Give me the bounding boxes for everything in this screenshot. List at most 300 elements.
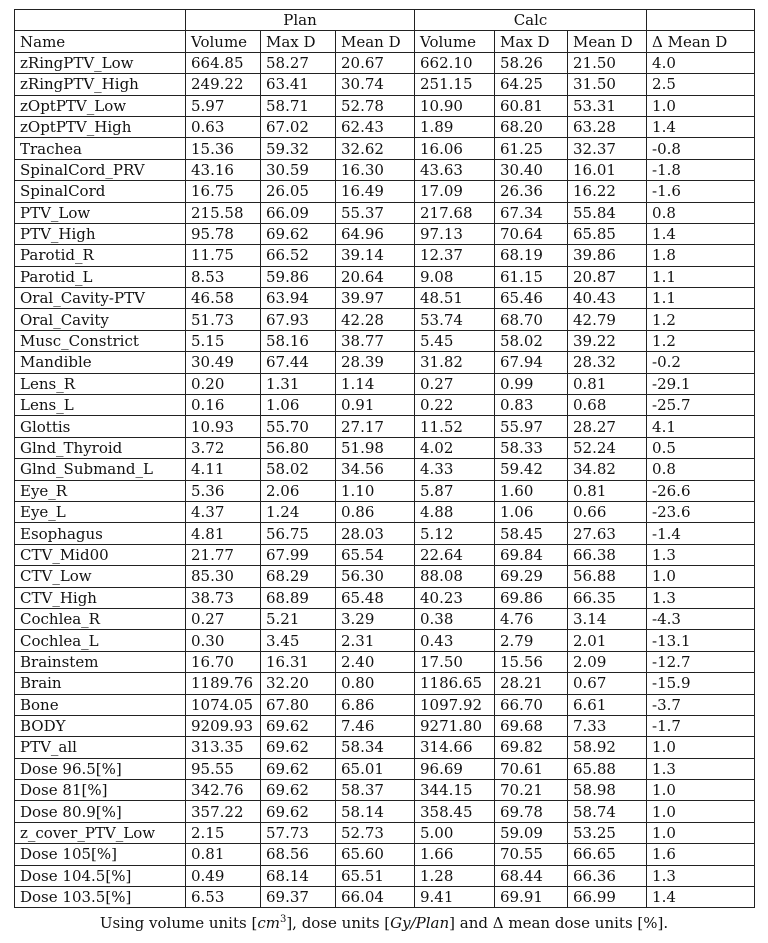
cell-plan-max-dose: 66.09 (261, 202, 336, 223)
cell-calc-mean-dose: 63.28 (568, 116, 647, 137)
cell-calc-mean-dose: 39.86 (568, 245, 647, 266)
cell-calc-max-dose: 59.09 (495, 822, 568, 843)
table-row (15, 352, 755, 373)
cell-calc-mean-dose: 0.81 (568, 373, 647, 394)
cell-delta-mean-dose: 0.8 (647, 202, 755, 223)
cell-delta-mean-dose: -29.1 (647, 373, 755, 394)
cell-calc-max-dose: 0.83 (495, 395, 568, 416)
cell-delta-mean-dose: -1.4 (647, 523, 755, 544)
cell-plan-max-dose: 58.27 (261, 52, 336, 73)
cell-plan-mean-dose: 65.01 (336, 758, 415, 779)
cell-plan-max-dose: 58.02 (261, 459, 336, 480)
table-row (15, 566, 755, 587)
cell-calc-max-dose: 69.84 (495, 544, 568, 565)
table-row (15, 95, 755, 116)
cell-plan-volume: 16.75 (186, 181, 261, 202)
cell-calc-volume: 22.64 (415, 544, 495, 565)
cell-calc-max-dose: 1.06 (495, 501, 568, 522)
cell-calc-max-dose: 66.70 (495, 694, 568, 715)
table-row (15, 694, 755, 715)
cell-calc-volume: 0.38 (415, 608, 495, 629)
cell-plan-mean-dose: 58.14 (336, 801, 415, 822)
cell-calc-mean-dose: 0.67 (568, 673, 647, 694)
cell-plan-mean-dose: 65.54 (336, 544, 415, 565)
cell-calc-max-dose: 2.79 (495, 630, 568, 651)
cell-calc-mean-dose: 3.14 (568, 608, 647, 629)
cell-plan-max-dose: 1.24 (261, 501, 336, 522)
table-row (15, 801, 755, 822)
cell-plan-volume: 6.53 (186, 887, 261, 908)
cell-plan-volume: 30.49 (186, 352, 261, 373)
cell-delta-mean-dose: 4.1 (647, 416, 755, 437)
cell-calc-max-dose: 4.76 (495, 608, 568, 629)
table-row (15, 715, 755, 736)
cell-plan-volume: 5.15 (186, 330, 261, 351)
cell-plan-mean-dose: 16.30 (336, 159, 415, 180)
cell-calc-mean-dose: 42.79 (568, 309, 647, 330)
cell-name: zOptPTV_High (15, 116, 186, 137)
cell-plan-max-dose: 5.21 (261, 608, 336, 629)
column-header-calc-mean-dose: Mean D (568, 31, 647, 52)
group-header-row (15, 10, 755, 31)
table-row (15, 288, 755, 309)
cell-calc-volume: 358.45 (415, 801, 495, 822)
cell-calc-max-dose: 65.46 (495, 288, 568, 309)
cell-plan-volume: 21.77 (186, 544, 261, 565)
document (14, 9, 754, 933)
table-caption (14, 910, 754, 933)
cell-delta-mean-dose: 1.3 (647, 865, 755, 886)
cell-calc-mean-dose: 32.37 (568, 138, 647, 159)
cell-plan-mean-dose: 16.49 (336, 181, 415, 202)
cell-delta-mean-dose: 1.3 (647, 758, 755, 779)
cell-delta-mean-dose: 0.8 (647, 459, 755, 480)
cell-calc-mean-dose: 34.82 (568, 459, 647, 480)
cell-name: Brain (15, 673, 186, 694)
cell-name: Parotid_L (15, 266, 186, 287)
cell-plan-mean-dose: 27.17 (336, 416, 415, 437)
cell-plan-max-dose: 69.37 (261, 887, 336, 908)
cell-plan-max-dose: 66.52 (261, 245, 336, 266)
cell-delta-mean-dose: 1.0 (647, 737, 755, 758)
table-row (15, 245, 755, 266)
cell-name: Eye_L (15, 501, 186, 522)
cell-delta-mean-dose: -12.7 (647, 651, 755, 672)
table-row (15, 416, 755, 437)
cell-plan-mean-dose: 0.86 (336, 501, 415, 522)
table-row (15, 608, 755, 629)
cell-calc-volume: 96.69 (415, 758, 495, 779)
cell-plan-volume: 43.16 (186, 159, 261, 180)
cell-name: Dose 104.5[%] (15, 865, 186, 886)
cell-plan-volume: 1189.76 (186, 673, 261, 694)
table-row (15, 780, 755, 801)
cell-calc-mean-dose: 2.09 (568, 651, 647, 672)
table-row (15, 630, 755, 651)
cell-calc-max-dose: 59.42 (495, 459, 568, 480)
cell-plan-volume: 95.55 (186, 758, 261, 779)
cell-plan-mean-dose: 32.62 (336, 138, 415, 159)
cell-name: SpinalCord (15, 181, 186, 202)
cell-name: Dose 81[%] (15, 780, 186, 801)
cell-plan-mean-dose: 65.51 (336, 865, 415, 886)
cell-calc-mean-dose: 66.38 (568, 544, 647, 565)
cell-calc-max-dose: 55.97 (495, 416, 568, 437)
cell-calc-mean-dose: 21.50 (568, 52, 647, 73)
cell-calc-volume: 251.15 (415, 74, 495, 95)
cell-plan-mean-dose: 1.10 (336, 480, 415, 501)
cell-calc-max-dose: 60.81 (495, 95, 568, 116)
cell-calc-mean-dose: 28.27 (568, 416, 647, 437)
cell-plan-volume: 10.93 (186, 416, 261, 437)
cell-delta-mean-dose: 1.0 (647, 780, 755, 801)
cell-name: Trachea (15, 138, 186, 159)
cell-name: Dose 96.5[%] (15, 758, 186, 779)
cell-plan-max-dose: 68.56 (261, 844, 336, 865)
cell-delta-mean-dose: 1.1 (647, 266, 755, 287)
cell-calc-max-dose: 58.33 (495, 437, 568, 458)
cell-plan-volume: 313.35 (186, 737, 261, 758)
cell-delta-mean-dose: -23.6 (647, 501, 755, 522)
cell-calc-volume: 4.02 (415, 437, 495, 458)
column-header-name: Name (15, 31, 186, 52)
cell-plan-max-dose: 67.44 (261, 352, 336, 373)
cell-calc-volume: 1.66 (415, 844, 495, 865)
cell-delta-mean-dose: -15.9 (647, 673, 755, 694)
cell-plan-max-dose: 1.06 (261, 395, 336, 416)
table-row (15, 138, 755, 159)
cell-plan-volume: 2.15 (186, 822, 261, 843)
cell-name: Cochlea_R (15, 608, 186, 629)
cell-plan-mean-dose: 2.31 (336, 630, 415, 651)
cell-delta-mean-dose: 1.0 (647, 801, 755, 822)
cell-calc-max-dose: 64.25 (495, 74, 568, 95)
cell-calc-mean-dose: 65.88 (568, 758, 647, 779)
cell-name: Eye_R (15, 480, 186, 501)
cell-calc-volume: 1097.92 (415, 694, 495, 715)
table-row (15, 737, 755, 758)
cell-calc-max-dose: 70.55 (495, 844, 568, 865)
cell-calc-max-dose: 69.68 (495, 715, 568, 736)
table-row (15, 437, 755, 458)
cell-plan-mean-dose: 28.03 (336, 523, 415, 544)
cell-calc-volume: 31.82 (415, 352, 495, 373)
cell-plan-max-dose: 59.32 (261, 138, 336, 159)
cell-calc-mean-dose: 31.50 (568, 74, 647, 95)
table-row (15, 202, 755, 223)
cell-calc-volume: 662.10 (415, 52, 495, 73)
cell-plan-volume: 5.36 (186, 480, 261, 501)
cell-calc-max-dose: 69.78 (495, 801, 568, 822)
table-row (15, 587, 755, 608)
cell-delta-mean-dose: -1.7 (647, 715, 755, 736)
cell-calc-volume: 88.08 (415, 566, 495, 587)
caption-mid-2: ] and Δ mean dose units [%]. (449, 914, 669, 933)
cell-plan-mean-dose: 28.39 (336, 352, 415, 373)
cell-calc-volume: 17.09 (415, 181, 495, 202)
cell-plan-max-dose: 67.93 (261, 309, 336, 330)
cell-delta-mean-dose: 1.8 (647, 245, 755, 266)
cell-plan-max-dose: 58.71 (261, 95, 336, 116)
cell-calc-volume: 11.52 (415, 416, 495, 437)
cell-calc-max-dose: 70.61 (495, 758, 568, 779)
cell-calc-max-dose: 58.26 (495, 52, 568, 73)
cell-calc-mean-dose: 58.74 (568, 801, 647, 822)
cell-calc-volume: 17.50 (415, 651, 495, 672)
cell-plan-max-dose: 69.62 (261, 715, 336, 736)
cell-calc-volume: 53.74 (415, 309, 495, 330)
cell-plan-max-dose: 59.86 (261, 266, 336, 287)
table-row (15, 480, 755, 501)
cell-calc-max-dose: 68.19 (495, 245, 568, 266)
cell-calc-volume: 1186.65 (415, 673, 495, 694)
cell-calc-mean-dose: 66.35 (568, 587, 647, 608)
table-row (15, 865, 755, 886)
cell-delta-mean-dose: 1.2 (647, 309, 755, 330)
cell-name: Oral_Cavity (15, 309, 186, 330)
cell-name: Glnd_Thyroid (15, 437, 186, 458)
cell-plan-volume: 0.63 (186, 116, 261, 137)
cell-calc-max-dose: 67.34 (495, 202, 568, 223)
cell-plan-max-dose: 69.62 (261, 758, 336, 779)
cell-plan-volume: 0.16 (186, 395, 261, 416)
column-header-row (15, 31, 755, 52)
table-row (15, 651, 755, 672)
table-row (15, 887, 755, 908)
cell-plan-volume: 0.49 (186, 865, 261, 886)
cell-calc-volume: 5.00 (415, 822, 495, 843)
cell-calc-max-dose: 28.21 (495, 673, 568, 694)
cell-plan-max-dose: 55.70 (261, 416, 336, 437)
cell-calc-volume: 4.33 (415, 459, 495, 480)
cell-delta-mean-dose: 1.2 (647, 330, 755, 351)
cell-calc-mean-dose: 27.63 (568, 523, 647, 544)
cell-plan-mean-dose: 66.04 (336, 887, 415, 908)
cell-plan-mean-dose: 42.28 (336, 309, 415, 330)
cell-plan-mean-dose: 62.43 (336, 116, 415, 137)
cell-delta-mean-dose: 1.3 (647, 544, 755, 565)
column-header-calc-volume: Volume (415, 31, 495, 52)
cell-calc-mean-dose: 0.81 (568, 480, 647, 501)
cell-plan-volume: 38.73 (186, 587, 261, 608)
cell-calc-max-dose: 68.20 (495, 116, 568, 137)
cell-calc-volume: 5.87 (415, 480, 495, 501)
cell-calc-max-dose: 61.25 (495, 138, 568, 159)
cell-calc-volume: 16.06 (415, 138, 495, 159)
cell-calc-max-dose: 69.82 (495, 737, 568, 758)
cell-name: z_cover_PTV_Low (15, 822, 186, 843)
cell-calc-max-dose: 61.15 (495, 266, 568, 287)
group-header-plan: Plan (186, 10, 415, 31)
cell-plan-volume: 0.30 (186, 630, 261, 651)
column-header-delta-mean-dose: Δ Mean D (647, 31, 755, 52)
cell-calc-mean-dose: 66.65 (568, 844, 647, 865)
cell-plan-mean-dose: 65.48 (336, 587, 415, 608)
cell-plan-volume: 0.27 (186, 608, 261, 629)
cell-name: Dose 80.9[%] (15, 801, 186, 822)
caption-dose-unit: Gy/Plan (390, 914, 450, 933)
cell-calc-max-dose: 30.40 (495, 159, 568, 180)
cell-plan-volume: 342.76 (186, 780, 261, 801)
cell-plan-max-dose: 68.89 (261, 587, 336, 608)
cell-plan-max-dose: 67.80 (261, 694, 336, 715)
cell-calc-volume: 9271.80 (415, 715, 495, 736)
table-row (15, 501, 755, 522)
table-row (15, 844, 755, 865)
table-row (15, 373, 755, 394)
cell-plan-max-dose: 2.06 (261, 480, 336, 501)
cell-plan-mean-dose: 0.91 (336, 395, 415, 416)
cell-name: CTV_High (15, 587, 186, 608)
cell-name: zRingPTV_High (15, 74, 186, 95)
cell-name: BODY (15, 715, 186, 736)
cell-plan-volume: 4.37 (186, 501, 261, 522)
table-row (15, 181, 755, 202)
cell-delta-mean-dose: 1.0 (647, 822, 755, 843)
cell-plan-max-dose: 67.99 (261, 544, 336, 565)
cell-calc-max-dose: 26.36 (495, 181, 568, 202)
caption-mid-1: ], dose units [ (286, 914, 391, 933)
cell-plan-volume: 11.75 (186, 245, 261, 266)
cell-calc-max-dose: 58.45 (495, 523, 568, 544)
cell-plan-mean-dose: 7.46 (336, 715, 415, 736)
cell-calc-mean-dose: 58.92 (568, 737, 647, 758)
cell-name: Oral_Cavity-PTV (15, 288, 186, 309)
cell-delta-mean-dose: 1.1 (647, 288, 755, 309)
cell-calc-volume: 9.08 (415, 266, 495, 287)
cell-name: zOptPTV_Low (15, 95, 186, 116)
table-row (15, 74, 755, 95)
cell-plan-max-dose: 56.75 (261, 523, 336, 544)
cell-delta-mean-dose: -1.6 (647, 181, 755, 202)
cell-delta-mean-dose: 1.0 (647, 95, 755, 116)
cell-plan-max-dose: 68.29 (261, 566, 336, 587)
cell-name: PTV_all (15, 737, 186, 758)
cell-name: Brainstem (15, 651, 186, 672)
cell-name: Lens_L (15, 395, 186, 416)
cell-plan-volume: 215.58 (186, 202, 261, 223)
cell-name: zRingPTV_Low (15, 52, 186, 73)
cell-plan-volume: 8.53 (186, 266, 261, 287)
cell-calc-mean-dose: 58.98 (568, 780, 647, 801)
cell-plan-mean-dose: 38.77 (336, 330, 415, 351)
cell-plan-max-dose: 68.14 (261, 865, 336, 886)
cell-delta-mean-dose: 0.5 (647, 437, 755, 458)
cell-delta-mean-dose: -13.1 (647, 630, 755, 651)
cell-plan-max-dose: 69.62 (261, 801, 336, 822)
caption-prefix: Using volume units [ (99, 914, 258, 933)
cell-plan-max-dose: 67.02 (261, 116, 336, 137)
cell-plan-volume: 249.22 (186, 74, 261, 95)
cell-plan-volume: 15.36 (186, 138, 261, 159)
cell-plan-mean-dose: 58.34 (336, 737, 415, 758)
cell-plan-volume: 16.70 (186, 651, 261, 672)
cell-plan-mean-dose: 39.97 (336, 288, 415, 309)
dose-comparison-table (14, 9, 755, 908)
cell-plan-volume: 357.22 (186, 801, 261, 822)
cell-calc-volume: 217.68 (415, 202, 495, 223)
cell-plan-volume: 46.58 (186, 288, 261, 309)
column-header-plan-max-dose: Max D (261, 31, 336, 52)
cell-calc-mean-dose: 52.24 (568, 437, 647, 458)
cell-name: CTV_Low (15, 566, 186, 587)
cell-delta-mean-dose: -1.8 (647, 159, 755, 180)
table-row (15, 395, 755, 416)
table-row (15, 223, 755, 244)
cell-plan-mean-dose: 56.30 (336, 566, 415, 587)
cell-plan-max-dose: 57.73 (261, 822, 336, 843)
cell-plan-mean-dose: 64.96 (336, 223, 415, 244)
table-row (15, 309, 755, 330)
cell-calc-max-dose: 70.21 (495, 780, 568, 801)
column-header-plan-volume: Volume (186, 31, 261, 52)
cell-calc-volume: 1.28 (415, 865, 495, 886)
cell-plan-volume: 4.11 (186, 459, 261, 480)
column-header-calc-max-dose: Max D (495, 31, 568, 52)
cell-plan-max-dose: 16.31 (261, 651, 336, 672)
cell-delta-mean-dose: -26.6 (647, 480, 755, 501)
cell-calc-volume: 40.23 (415, 587, 495, 608)
cell-calc-mean-dose: 6.61 (568, 694, 647, 715)
cell-calc-mean-dose: 53.25 (568, 822, 647, 843)
cell-calc-max-dose: 69.86 (495, 587, 568, 608)
table-row (15, 459, 755, 480)
cell-calc-volume: 43.63 (415, 159, 495, 180)
cell-delta-mean-dose: -3.7 (647, 694, 755, 715)
cell-plan-max-dose: 30.59 (261, 159, 336, 180)
cell-calc-mean-dose: 20.87 (568, 266, 647, 287)
cell-calc-max-dose: 0.99 (495, 373, 568, 394)
cell-plan-max-dose: 63.41 (261, 74, 336, 95)
cell-plan-volume: 9209.93 (186, 715, 261, 736)
cell-plan-volume: 4.81 (186, 523, 261, 544)
cell-plan-mean-dose: 20.64 (336, 266, 415, 287)
cell-plan-max-dose: 69.62 (261, 780, 336, 801)
cell-plan-max-dose: 1.31 (261, 373, 336, 394)
table-row (15, 758, 755, 779)
cell-plan-max-dose: 3.45 (261, 630, 336, 651)
table-row (15, 52, 755, 73)
cell-plan-max-dose: 69.62 (261, 737, 336, 758)
cell-calc-mean-dose: 16.01 (568, 159, 647, 180)
cell-delta-mean-dose: 1.6 (647, 844, 755, 865)
cell-delta-mean-dose: 4.0 (647, 52, 755, 73)
cell-name: Glottis (15, 416, 186, 437)
table-row (15, 266, 755, 287)
column-header-plan-mean-dose: Mean D (336, 31, 415, 52)
caption-volume-unit: cm (257, 914, 280, 933)
cell-name: Glnd_Submand_L (15, 459, 186, 480)
cell-calc-mean-dose: 66.36 (568, 865, 647, 886)
cell-name: Musc_Constrict (15, 330, 186, 351)
cell-calc-mean-dose: 2.01 (568, 630, 647, 651)
table-row (15, 523, 755, 544)
cell-calc-max-dose: 58.02 (495, 330, 568, 351)
cell-calc-mean-dose: 28.32 (568, 352, 647, 373)
cell-calc-volume: 0.22 (415, 395, 495, 416)
cell-calc-mean-dose: 7.33 (568, 715, 647, 736)
cell-calc-volume: 344.15 (415, 780, 495, 801)
cell-name: Bone (15, 694, 186, 715)
cell-plan-mean-dose: 58.37 (336, 780, 415, 801)
cell-plan-mean-dose: 39.14 (336, 245, 415, 266)
cell-delta-mean-dose: 1.3 (647, 587, 755, 608)
cell-calc-volume: 48.51 (415, 288, 495, 309)
cell-delta-mean-dose: -25.7 (647, 395, 755, 416)
cell-plan-mean-dose: 52.78 (336, 95, 415, 116)
cell-plan-max-dose: 26.05 (261, 181, 336, 202)
cell-name: CTV_Mid00 (15, 544, 186, 565)
